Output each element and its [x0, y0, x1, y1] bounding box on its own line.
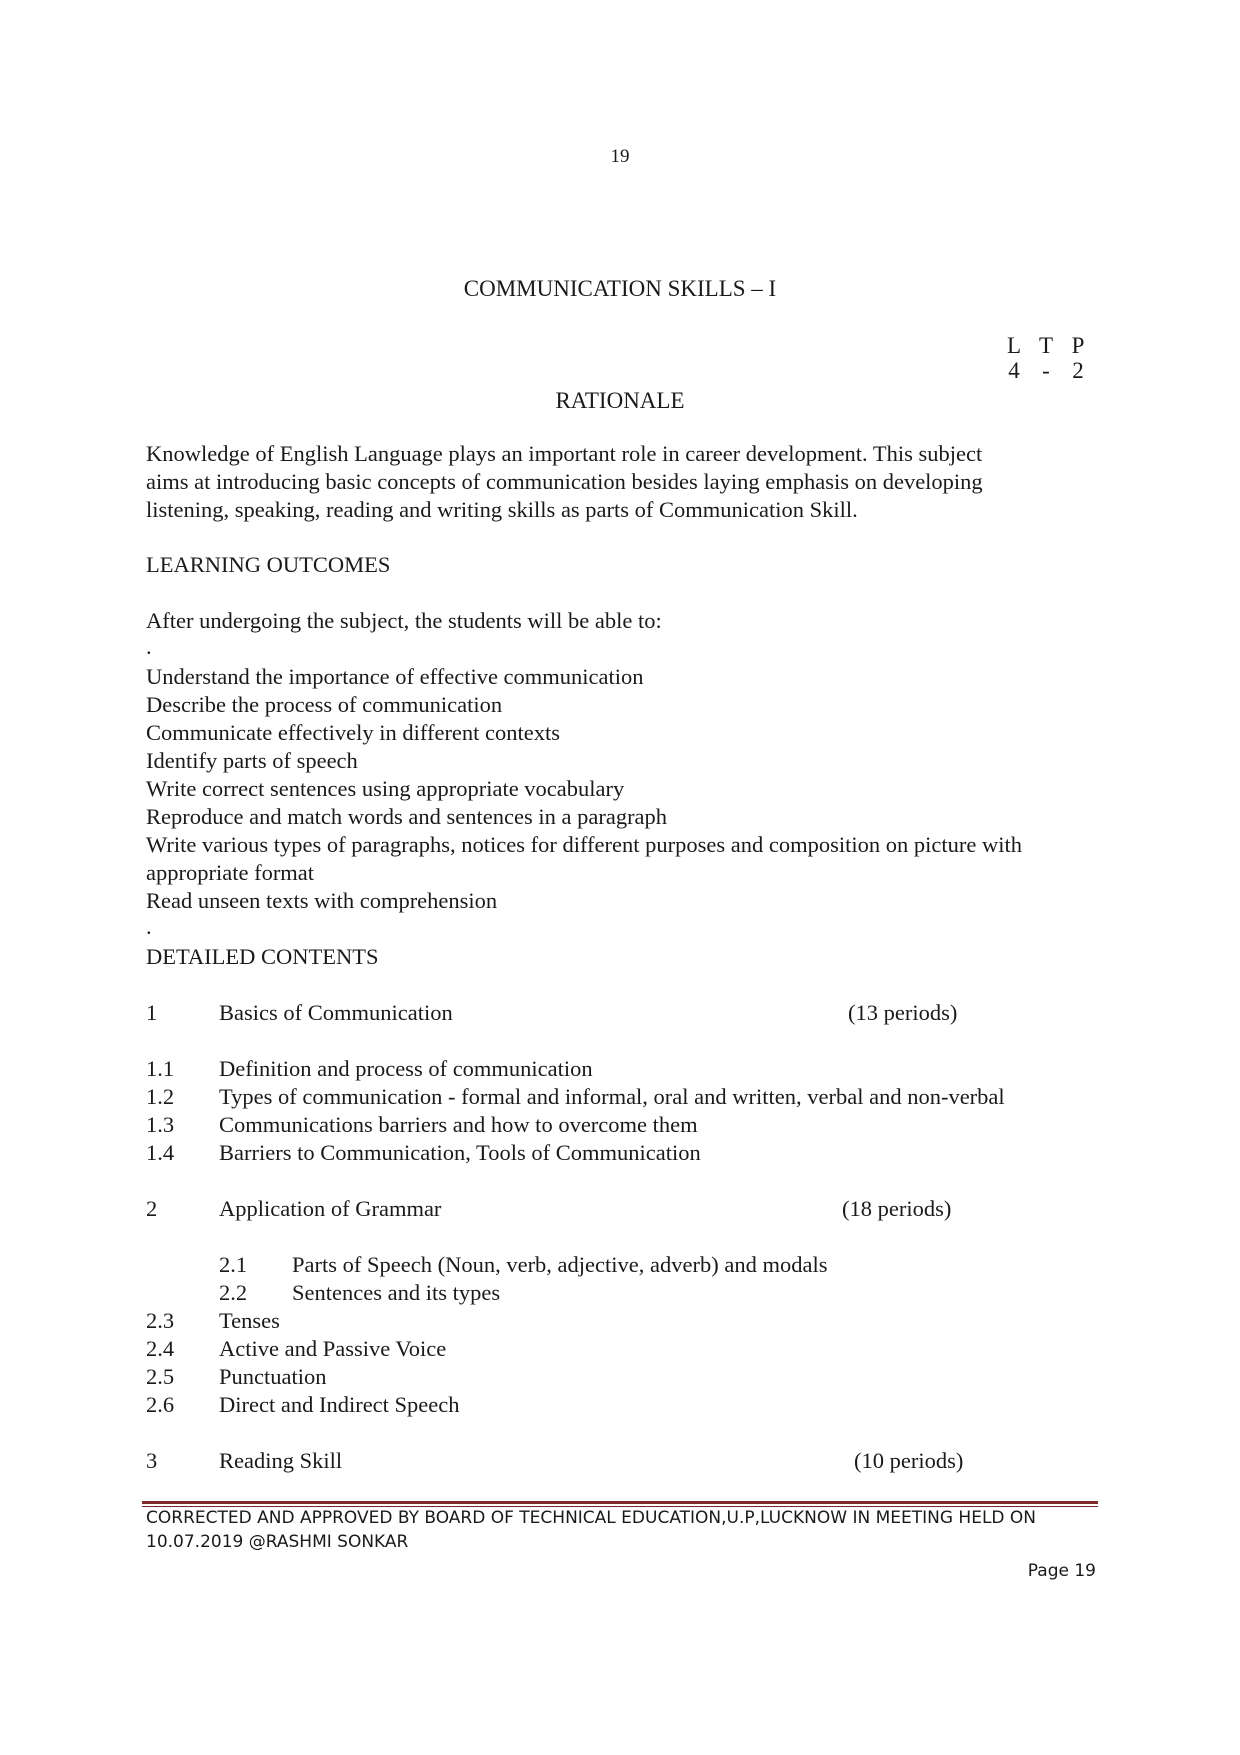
topic-number: 2.5 — [146, 1364, 175, 1389]
topic-text: Tenses — [219, 1308, 280, 1333]
topic-text: Sentences and its types — [292, 1280, 501, 1305]
unit-periods: (13 periods) — [848, 1000, 958, 1025]
ltp-value-l: 4 — [1008, 358, 1020, 383]
outcome-item: Understand the importance of effective communication — [146, 664, 644, 689]
topic-text: Direct and Indirect Speech — [219, 1392, 460, 1417]
outcome-item: Communicate effectively in different contexts — [146, 720, 561, 745]
ltp-labels — [998, 333, 1094, 359]
rationale-line-1: Knowledge of English Language plays an important role in career development. This subject — [146, 441, 983, 466]
footer-approval-line-1: CORRECTED AND APPROVED BY BOARD OF TECHNICAL EDUCATION,U.P,LUCKNOW IN MEETING HELD ON — [146, 1508, 1037, 1528]
unit-number: 1 — [146, 1000, 158, 1025]
unit-periods: (10 periods) — [854, 1448, 964, 1473]
page-number-top: 19 — [610, 146, 630, 167]
topic-number: 1.2 — [146, 1084, 175, 1109]
unit-title: Reading Skill — [219, 1448, 343, 1473]
unit-periods: (18 periods) — [842, 1196, 952, 1221]
learning-outcomes-intro: After undergoing the subject, the students will be able to: — [146, 608, 662, 633]
topic-text: Definition and process of communication — [219, 1056, 593, 1081]
rationale-line-3: listening, speaking, reading and writing skills as parts of Communication Skill. — [146, 497, 858, 522]
detailed-contents-heading: DETAILED CONTENTS — [146, 944, 379, 969]
unit-number: 3 — [146, 1448, 158, 1473]
topic-text: Active and Passive Voice — [219, 1336, 447, 1361]
topic-number: 1.4 — [146, 1140, 175, 1165]
outcome-item: Describe the process of communication — [146, 692, 503, 717]
ltp-label-t: T — [1038, 333, 1054, 358]
topic-number: 1.3 — [146, 1112, 175, 1137]
rationale-line-2: aims at introducing basic concepts of communication besides laying emphasis on developing — [146, 469, 983, 494]
topic-number: 2.6 — [146, 1392, 175, 1417]
unit-title: Application of Grammar — [219, 1196, 442, 1221]
rationale-heading: RATIONALE — [555, 388, 685, 413]
outcome-item-continued: appropriate format — [146, 860, 315, 885]
learning-outcomes-heading: LEARNING OUTCOMES — [146, 552, 391, 577]
topic-number: 1.1 — [146, 1056, 175, 1081]
unit-number: 2 — [146, 1196, 158, 1221]
footer-approval-line-2: 10.07.2019 @RASHMI SONKAR — [146, 1532, 409, 1552]
ltp-label-l: L — [1006, 333, 1022, 358]
footer-divider — [142, 1501, 1098, 1504]
topic-text: Types of communication - formal and informal, oral and written, verbal and non-verbal — [219, 1084, 1005, 1109]
topic-text: Punctuation — [219, 1364, 327, 1389]
ltp-values — [998, 358, 1094, 384]
outcome-item: Identify parts of speech — [146, 748, 358, 773]
topic-number: 2.4 — [146, 1336, 175, 1361]
topic-text: Parts of Speech (Noun, verb, adjective, adverb) and modals — [292, 1252, 828, 1277]
topic-number: 2.1 — [219, 1252, 248, 1277]
topic-text: Communications barriers and how to overcome them — [219, 1112, 698, 1137]
outcome-item: Reproduce and match words and sentences in a paragraph — [146, 804, 668, 829]
topic-number: 2.3 — [146, 1308, 175, 1333]
page-title: COMMUNICATION SKILLS – I — [463, 276, 777, 301]
outcome-item: Write various types of paragraphs, notices for different purposes and composition on picture with — [146, 832, 1022, 857]
ltp-value-t: - — [1042, 358, 1050, 383]
learning-outcomes-dot: . — [146, 634, 152, 659]
footer-divider-thin — [142, 1506, 1098, 1507]
ltp-label-p: P — [1071, 333, 1085, 358]
footer-page-number: Page 19 — [1027, 1561, 1096, 1581]
ltp-value-p: 2 — [1072, 358, 1084, 383]
unit-title: Basics of Communication — [219, 1000, 453, 1025]
learning-outcomes-dot: . — [146, 914, 152, 939]
outcome-item: Write correct sentences using appropriate vocabulary — [146, 776, 625, 801]
outcome-item: Read unseen texts with comprehension — [146, 888, 498, 913]
topic-number: 2.2 — [219, 1280, 248, 1305]
topic-text: Barriers to Communication, Tools of Communication — [219, 1140, 701, 1165]
